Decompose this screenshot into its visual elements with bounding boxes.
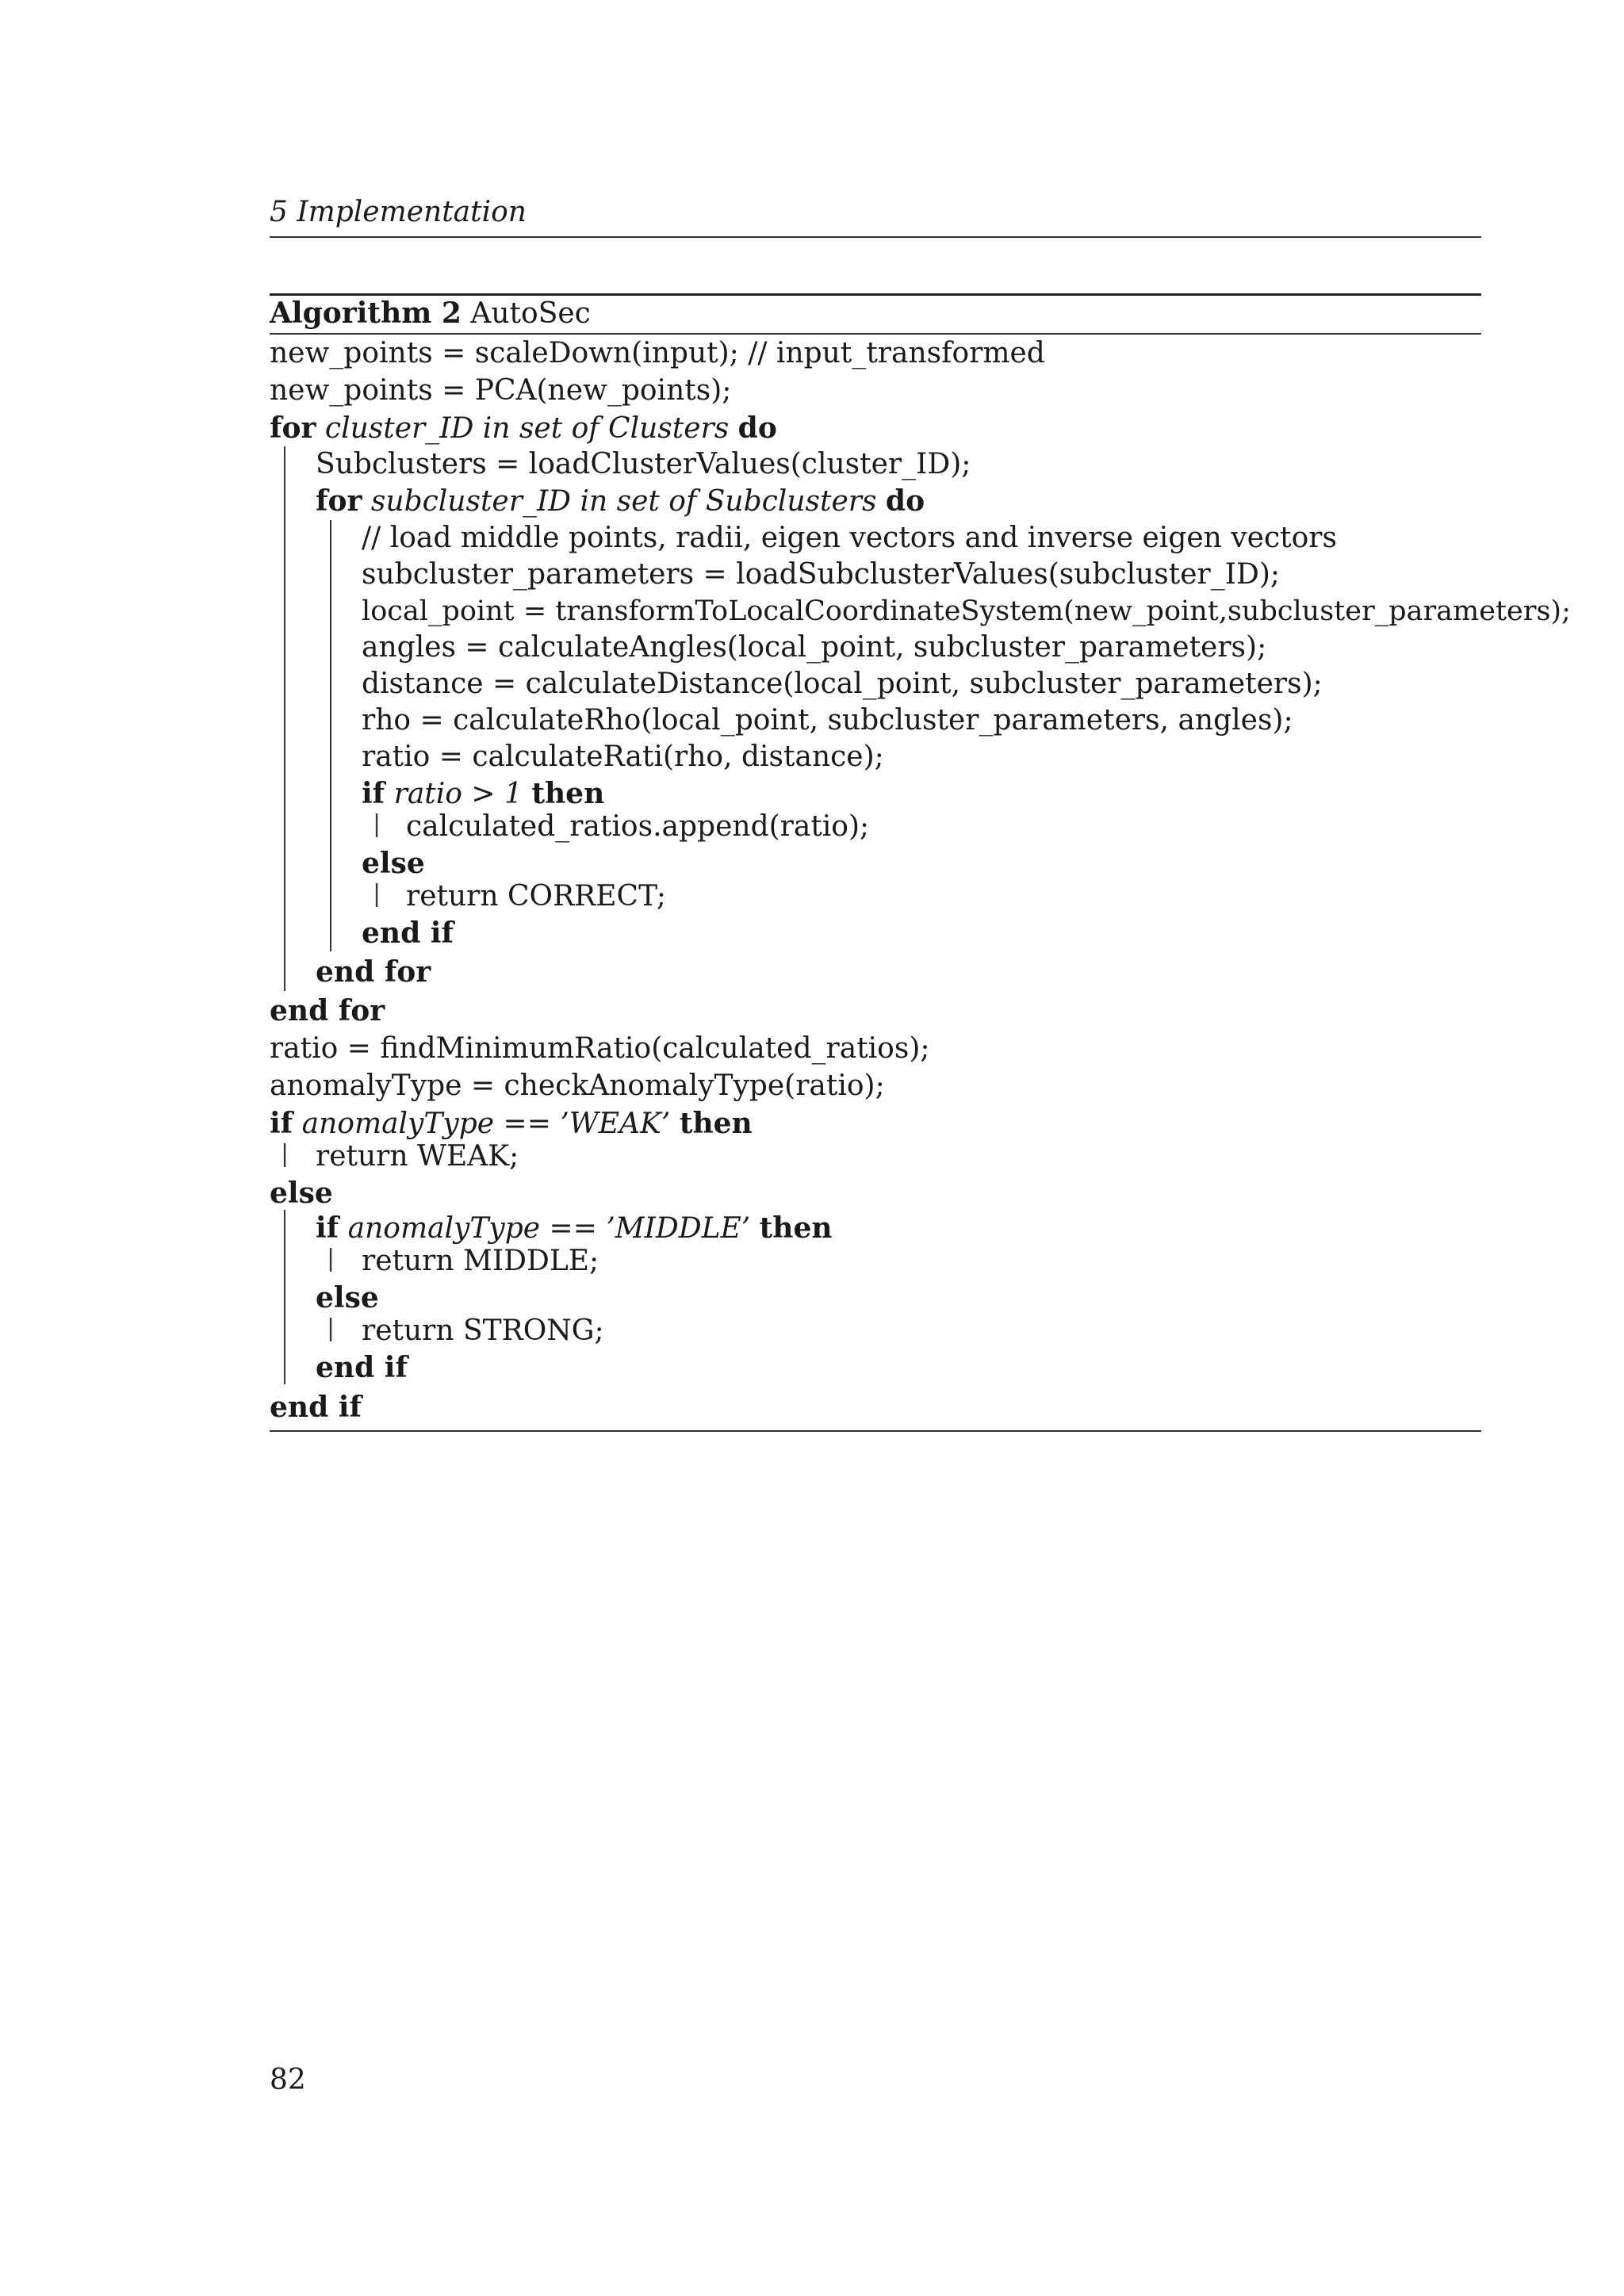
- algorithm-line-27: else: [316, 1281, 379, 1314]
- algorithm-line-10: distance = calculateDistance(local_point, subcluster_parameters);: [362, 668, 1323, 700]
- algorithm-line-13: if ratio > 1 then: [362, 777, 605, 810]
- algorithm-line-3: for cluster_ID in set of Clusters do: [270, 411, 777, 445]
- algorithm-line-2: new_points = PCA(new_points);: [270, 374, 732, 407]
- algorithm-line-8: local_point = transformToLocalCoordinateSystem(new_point,subcluster_parameters);: [362, 595, 1571, 627]
- else-branch-bar: |: [373, 880, 381, 908]
- algorithm-number: Algorithm 2: [270, 297, 462, 330]
- algorithm-line-19: end for: [270, 994, 385, 1027]
- page-number: 82: [270, 2064, 306, 2096]
- algorithm-line-28: return STRONG;: [362, 1314, 604, 1347]
- then-branch-bar: |: [373, 810, 381, 838]
- algorithm-line-4: Subclusters = loadClusterValues(cluster_ID);: [316, 448, 971, 480]
- algorithm-line-30: end if: [270, 1391, 362, 1424]
- algorithm-line-1: new_points = scaleDown(input); // input_transformed: [270, 337, 1045, 369]
- algorithm-line-23: return WEAK;: [316, 1140, 519, 1173]
- algorithm-line-7: subcluster_parameters = loadSubclusterValues(subcluster_ID);: [362, 558, 1281, 591]
- weak-branch-bar: |: [281, 1140, 289, 1168]
- algorithm-line-14: calculated_ratios.append(ratio);: [406, 810, 870, 843]
- inner-for-block-bar: [330, 520, 331, 951]
- outer-for-block-bar: [284, 446, 285, 991]
- algorithm-line-29: end if: [316, 1351, 408, 1384]
- algorithm-caption: [270, 294, 591, 332]
- algorithm-line-21: anomalyType = checkAnomalyType(ratio);: [270, 1070, 885, 1102]
- algorithm-line-24: else: [270, 1177, 333, 1210]
- algorithm-line-6: // load middle points, radii, eigen vectors and inverse eigen vectors: [362, 522, 1337, 554]
- algorithm-line-22: if anomalyType == ’WEAK’ then: [270, 1107, 753, 1140]
- algorithm-mid-rule: [270, 333, 1481, 335]
- algorithm-line-5: for subcluster_ID in set of Subclusters do: [316, 484, 925, 518]
- algorithm-line-26: return MIDDLE;: [362, 1245, 599, 1277]
- strong-branch-bar: |: [327, 1314, 335, 1342]
- algorithm-bottom-rule: [270, 1430, 1481, 1432]
- algorithm-line-9: angles = calculateAngles(local_point, subcluster_parameters);: [362, 631, 1267, 664]
- algorithm-line-12: ratio = calculateRati(rho, distance);: [362, 740, 884, 773]
- header-rule: [270, 236, 1481, 238]
- algorithm-line-20: ratio = findMinimumRatio(calculated_ratios);: [270, 1032, 930, 1065]
- algorithm-line-15: else: [362, 847, 425, 880]
- algorithm-line-11: rho = calculateRho(local_point, subcluster_parameters, angles);: [362, 704, 1293, 737]
- algorithm-line-18: end for: [316, 955, 431, 989]
- outer-else-block-bar: [284, 1210, 285, 1384]
- middle-branch-bar: |: [327, 1245, 335, 1272]
- running-header: 5 Implementation: [270, 196, 527, 228]
- algorithm-line-17: end if: [362, 916, 454, 950]
- algorithm-name: AutoSec: [470, 297, 591, 330]
- algorithm-line-16: return CORRECT;: [406, 880, 666, 913]
- algorithm-line-25: if anomalyType == ’MIDDLE’ then: [316, 1211, 833, 1245]
